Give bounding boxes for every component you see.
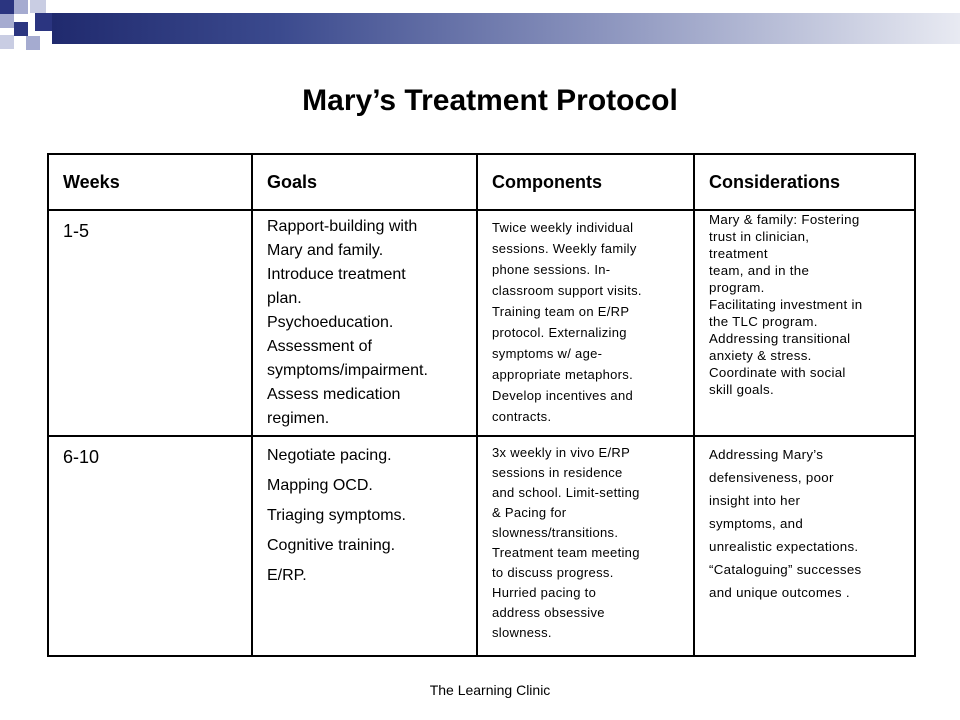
comp-line: slowness/transitions. — [492, 525, 619, 540]
cons-line: defensiveness, poor — [709, 470, 834, 485]
cons-line: trust in clinician, — [709, 229, 810, 244]
comp-line: and school. Limit-setting — [492, 485, 640, 500]
goal-line: Cognitive training. — [267, 537, 396, 554]
comp-line: Training team on E/RP — [492, 304, 630, 319]
protocol-table — [47, 153, 916, 657]
decor-square-lavender-3 — [30, 0, 46, 13]
cons-line: team, and in the — [709, 263, 810, 278]
decor-square-lavender-5 — [26, 36, 40, 50]
comp-line: phone sessions. In- — [492, 262, 611, 277]
header-considerations: Considerations — [694, 154, 915, 210]
weeks-cell: 6-10 — [48, 436, 252, 656]
cons-line: the TLC program. — [709, 314, 818, 329]
cons-line: Addressing transitional — [709, 331, 851, 346]
cons-line: Mary & family: Fostering — [709, 212, 860, 227]
goal-line: Assess medication — [267, 386, 401, 403]
footer-text: The Learning Clinic — [429, 682, 551, 698]
decor-square-lavender-4 — [0, 35, 14, 49]
page-title: Mary’s Treatment Protocol — [302, 84, 678, 117]
comp-line: address obsessive — [492, 605, 605, 620]
comp-line: protocol. Externalizing — [492, 325, 627, 340]
comp-line: contracts. — [492, 409, 552, 424]
goal-line: Introduce treatment — [267, 266, 406, 283]
components-cell — [477, 210, 694, 436]
cons-line: program. — [709, 280, 765, 295]
decor-square-navy-3 — [35, 13, 52, 31]
cons-line: Coordinate with social — [709, 365, 846, 380]
goal-line: Triaging symptoms. — [267, 507, 406, 524]
comp-line: 3x weekly in vivo E/RP — [492, 445, 631, 460]
header-weeks: Weeks — [48, 154, 252, 210]
decor-square-navy-1 — [0, 0, 14, 14]
cons-line: unrealistic expectations. — [709, 539, 859, 554]
table-row — [48, 210, 915, 436]
comp-line: Develop incentives and — [492, 388, 634, 403]
comp-line: Treatment team meeting — [492, 545, 640, 560]
goal-line: regimen. — [267, 410, 330, 427]
table-header-row — [48, 154, 915, 210]
goal-line: Psychoeducation. — [267, 314, 394, 331]
cons-line: treatment — [709, 246, 768, 261]
comp-line: Twice weekly individual — [492, 220, 634, 235]
cons-line: insight into her — [709, 493, 801, 508]
comp-line: slowness. — [492, 625, 552, 640]
goal-line: Assessment of — [267, 338, 372, 355]
goal-line: Mapping OCD. — [267, 477, 373, 494]
goal-line: Rapport-building with — [267, 218, 418, 235]
cons-line: anxiety & stress. — [709, 348, 812, 363]
cons-line: skill goals. — [709, 382, 774, 397]
goal-line: Negotiate pacing. — [267, 447, 392, 464]
goals-cell — [252, 436, 477, 656]
considerations-cell — [694, 210, 915, 436]
weeks-cell: 1-5 — [48, 210, 252, 436]
decor-square-navy-2 — [14, 22, 28, 36]
goal-line: Mary and family. — [267, 242, 384, 259]
goal-line: symptoms/impairment. — [267, 362, 428, 379]
comp-line: sessions. Weekly family — [492, 241, 637, 256]
cons-line: and unique outcomes . — [709, 585, 850, 600]
header-goals: Goals — [252, 154, 477, 210]
header-components: Components — [477, 154, 694, 210]
comp-line: classroom support visits. — [492, 283, 642, 298]
goals-cell — [252, 210, 477, 436]
comp-line: to discuss progress. — [492, 565, 614, 580]
comp-line: sessions in residence — [492, 465, 623, 480]
goal-line: E/RP. — [267, 567, 307, 584]
header-gradient-bar — [52, 13, 960, 44]
cons-line: “Cataloguing” successes — [709, 562, 862, 577]
comp-line: symptoms w/ age- — [492, 346, 603, 361]
goal-line: plan. — [267, 290, 302, 307]
cons-line: symptoms, and — [709, 516, 804, 531]
decor-square-lavender-2 — [0, 14, 14, 28]
cons-line: Addressing Mary’s — [709, 447, 824, 462]
comp-line: appropriate metaphors. — [492, 367, 634, 382]
comp-line: & Pacing for — [492, 505, 567, 520]
table-row — [48, 436, 915, 656]
components-cell — [477, 436, 694, 656]
cons-line: Facilitating investment in — [709, 297, 863, 312]
decor-square-lavender-1 — [14, 0, 28, 14]
comp-line: Hurried pacing to — [492, 585, 597, 600]
considerations-cell — [694, 436, 915, 656]
